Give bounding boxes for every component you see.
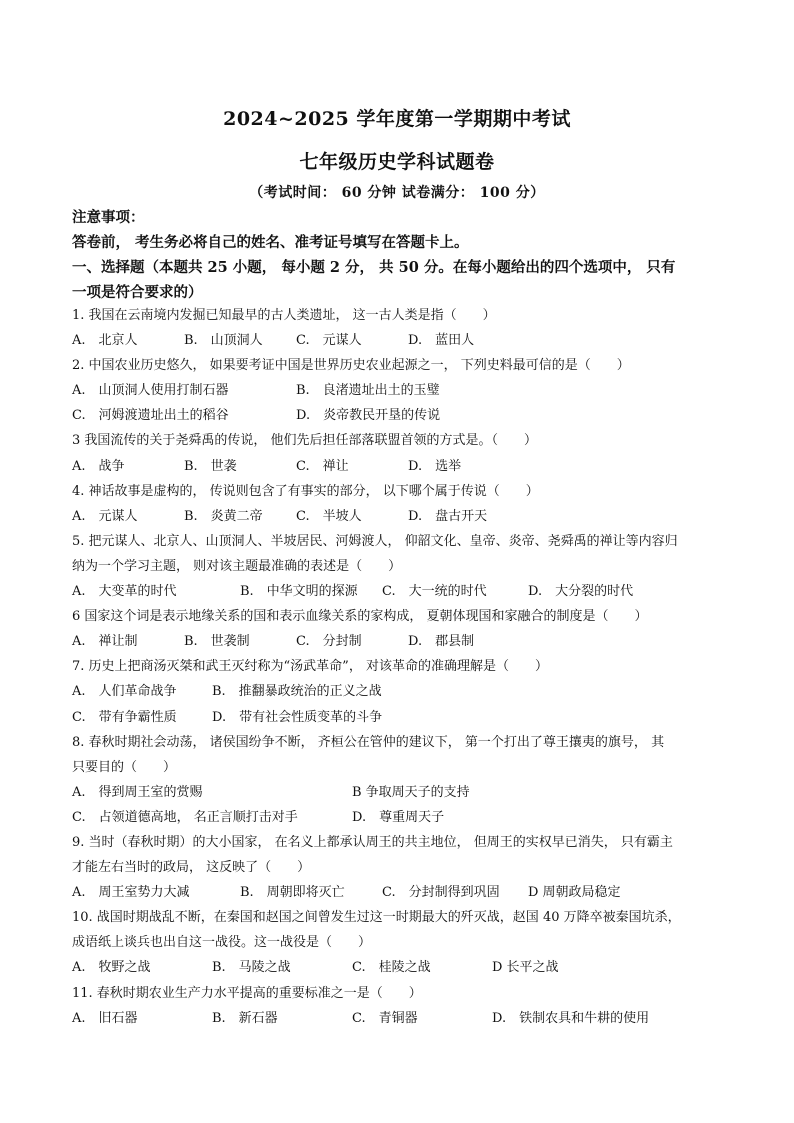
question-text: 2. 中国农业历史悠久， 如果要考证中国是世界历史农业起源之一， 下列史料最可信的是（ ） [72,358,630,374]
option: D 周朝政局稳定 [528,885,621,901]
question [72,529,726,604]
question-text: 纳为一个学习主题， 则对该主题最准确的表述是（ ） [72,558,402,574]
question-text: 3 我国流传的关于尧舜禹的传说， 他们先后担任部落联盟首领的方式是。（ ） [72,433,538,449]
option: C. 桂陵之战 [352,960,431,976]
question-text: 6 国家这个词是表示地缘关系的国和表示血缘关系的家构成， 夏朝体现国和家融合的制度是（ ） [72,609,648,625]
question-list [72,303,726,1031]
question [72,303,726,353]
option: C. 分封制 [296,634,362,650]
question-text: 7. 历史上把商汤灭桀和武王灭纣称为“汤武革命”， 对该革命的准确理解是（ ） [72,659,548,675]
option-row [72,805,726,830]
option: C. 青铜器 [352,1010,418,1026]
question-text: 8. 春秋时期社会动荡， 诸侯国纷争不断， 齐桓公在管仲的建议下， 第一个打出了尊王攘夷的旗号， 其 [72,734,665,750]
question-text: 10. 战国时期战乱不断，在秦国和赵国之间曾发生过这一时期最大的歼灭战，赵国 40 万降卒被秦国坑杀， [72,910,681,926]
option: D. 尊重周天子 [352,809,445,825]
question [72,730,726,830]
question [72,604,726,654]
question [72,981,726,1031]
option: D. 铁制农具和牛耕的使用 [492,1010,650,1026]
question [72,905,726,980]
exam-title: 2024~2025 学年度第一学期期中考试 [223,108,571,130]
option: A. 人们革命战争 [72,684,177,700]
notice-heading: 注意事项： [72,209,145,226]
option: D. 蓝田人 [408,333,475,349]
option-row [72,403,726,428]
question [72,654,726,729]
option-row [72,955,726,980]
option-row [72,705,726,730]
option: A. 北京人 [72,333,138,349]
question [72,479,726,529]
option: A. 禅让制 [72,634,138,650]
option: D 长平之战 [492,960,559,976]
option: B. 推翻暴政统治的正义之战 [212,684,382,700]
option-row [72,880,726,905]
question [72,830,726,905]
option: A. 牧野之战 [72,960,151,976]
option: B. 山顶洞人 [184,333,263,349]
question-text: 4. 神话故事是虚构的， 传说则包含了有事实的部分， 以下哪个属于传说（ ） [72,483,539,499]
option: D. 郡县制 [408,634,475,650]
option: D. 大分裂的时代 [528,584,634,600]
option: B. 中华文明的探源 [240,584,358,600]
option: A. 得到周王室的赏赐 [72,784,203,800]
option: B. 良渚遗址出土的玉璧 [296,383,440,399]
question-text: 才能左右当时的政局， 这反映了（ ） [72,860,311,876]
notice-text: 答卷前， 考生务必将自己的姓名、准考证号填写在答题卡上。 [72,234,469,251]
option-row [72,629,726,654]
option: A. 旧石器 [72,1010,138,1026]
option: A. 战争 [72,458,125,474]
question-text: 1. 我国在云南境内发掘已知最早的古人类遗址， 这一古人类是指（ ） [72,308,496,323]
option-row [72,579,726,604]
option-row [72,454,726,479]
option-row [72,504,726,529]
option: D. 炎帝教民开垦的传说 [296,408,441,424]
option: C. 分封制得到巩固 [382,885,500,901]
section-heading-line2: 一项是符合要求的） [72,284,203,301]
option: B. 马陵之战 [212,960,291,976]
option: A. 周王室势力大减 [72,885,190,901]
option-row [72,1006,726,1031]
option: B 争取周天子的支持 [352,784,470,800]
exam-subtitle: 七年级历史学科试题卷 [299,151,495,173]
option: B. 世袭 [184,458,237,474]
option: B. 炎黄二帝 [184,508,263,524]
option: C. 元谋人 [296,333,362,349]
option: C. 半坡人 [296,508,362,524]
question-text: 只要目的（ ） [72,759,177,775]
option: B. 新石器 [212,1010,278,1026]
option: C. 禅让 [296,458,349,474]
question [72,428,726,478]
option: C. 大一统的时代 [382,584,487,600]
option: D. 盘古开天 [408,508,488,524]
question-text: 9. 当时（春秋时期）的大小国家， 在名义上都承认周王的共主地位， 但周王的实权早已消失， 只有霸主 [72,834,673,850]
option: A. 大变革的时代 [72,584,177,600]
section-heading-line1: 一、选择题（本题共 25 小题， 每小题 2 分， 共 50 分。在每小题给出的四个选项中， 只有 [72,259,676,276]
option: D. 选举 [408,458,462,474]
option-row [72,328,726,353]
question [72,353,726,428]
option: A. 元谋人 [72,508,138,524]
question-text: 成语纸上谈兵也出自这一战役。这一战役是（ ） [72,935,372,951]
option: D. 带有社会性质变革的斗争 [212,709,383,725]
option: B. 世袭制 [184,634,250,650]
exam-info: （考试时间： 60 分钟 试卷满分： 100 分） [249,185,545,201]
option: C. 占领道德高地， 名正言顺打击对手 [72,809,298,825]
option: A. 山顶洞人使用打制石器 [72,383,229,399]
option: C. 带有争霸性质 [72,709,177,725]
option-row [72,679,726,704]
option-row [72,378,726,403]
option: C. 河姆渡遗址出土的稻谷 [72,408,229,424]
option-row [72,780,726,805]
question-text: 11. 春秋时期农业生产力水平提高的重要标准之一是（ ） [72,985,422,1001]
instructions [72,205,726,305]
question-text: 5. 把元谋人、北京人、山顶洞人、半坡居民、河姆渡人， 仰韶文化、皇帝、炎帝、尧舜禹的禅让等内容归 [72,533,678,549]
option: B. 周朝即将灭亡 [240,885,345,901]
